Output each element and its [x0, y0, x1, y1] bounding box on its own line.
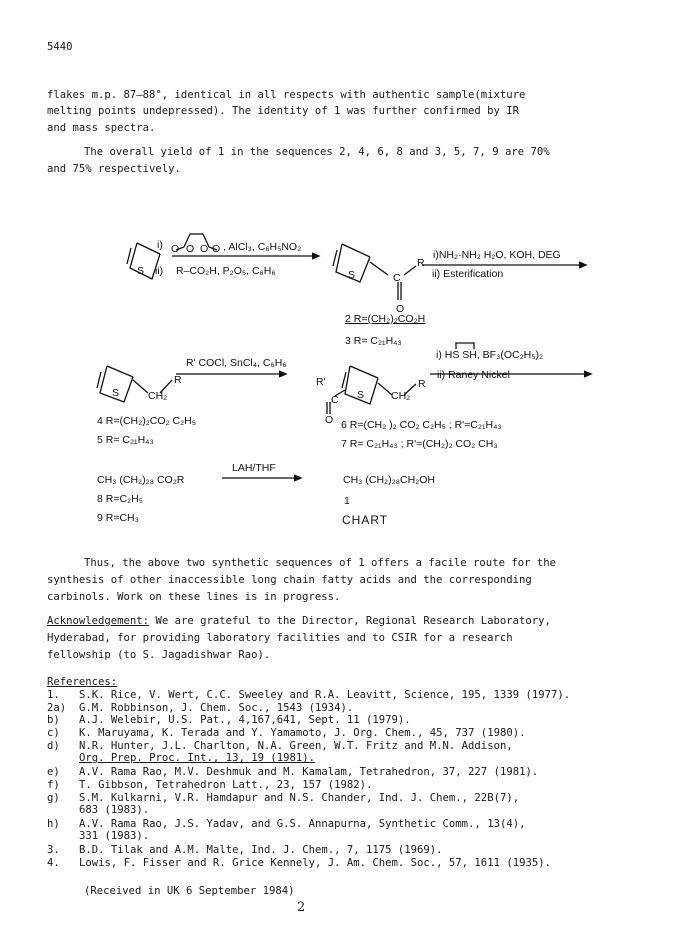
oxygen-label: O: [325, 414, 334, 426]
paragraph-line: flakes m.p. 87–88°, identical in all respects with authentic sample(mixture: [47, 89, 526, 101]
compound-2: 2 R=(CH₂)₂CO₂H: [345, 313, 426, 325]
compound-9-label: 9 R=CH₃: [97, 512, 139, 524]
carbon-label: C: [393, 272, 401, 284]
reagent-step1-i: , AlCl₃, C₆H₅NO₂: [221, 241, 302, 253]
thiophene-ring-ketone: [333, 244, 416, 300]
compound-8-label: 8 R=C₂H₅: [97, 493, 143, 505]
acknowledgement-text: We are grateful to the Director, Regional Research Laboratory,: [149, 615, 551, 627]
reagent-step4-ii: ii) Raney Nickel: [437, 369, 510, 381]
anhydride-oxygen: O: [212, 243, 221, 255]
reference-number: 3.: [47, 844, 60, 856]
paragraph-line: and mass spectra.: [47, 122, 156, 134]
reagent-step1-ii: R–CO₂H, P₂O₅, C₆H₆: [176, 265, 276, 277]
compound-5-label: 5 R= C₂₁H₄₃: [97, 434, 154, 446]
reagent-step2-ii: ii) Esterification: [432, 268, 504, 280]
compound-2-label: [345, 313, 425, 325]
alcohol-formula: CH₃ (CH₂)₂₈CH₂OH: [343, 474, 436, 486]
reference-text: A.V. Rama Rao, J.S. Yadav, and G.S. Annapurna, Synthetic Comm., 13(4),: [79, 818, 526, 830]
reagent-step3: R' COCl, SnCl₄, C₆H₆: [186, 357, 287, 369]
compound-4-label: 4 R=(CH₂)₂CO₂ C₂H₅: [97, 415, 196, 427]
sulfur-label: S: [348, 269, 356, 281]
reference-item: [47, 829, 667, 844]
reference-text: N.R. Hunter, J.L. Charlton, N.A. Green, W.T. Fritz and M.N. Addison,: [79, 740, 513, 752]
sulfur-label: S: [357, 389, 365, 401]
arrow-head-1: [312, 253, 319, 259]
page-number: 5440: [47, 41, 73, 53]
anhydride-oxygen: O: [171, 243, 180, 255]
paragraph-line: synthesis of other inaccessible long chain fatty acids and the corresponding: [47, 574, 532, 586]
reference-item: [47, 803, 667, 818]
acknowledgement-line: [47, 614, 551, 629]
references-heading: References:: [47, 676, 118, 688]
r-group-label: R: [418, 378, 426, 390]
reference-text: T. Gibbson, Tetrahedron Latt., 23, 157 (1982).: [79, 779, 373, 791]
sulfur-label: S: [112, 387, 120, 399]
ch2-label: CH₂: [391, 390, 411, 402]
paragraph-line: and 75% respectively.: [47, 163, 181, 175]
reference-number: e): [47, 766, 60, 778]
arrow-head-4: [584, 371, 591, 377]
footer-page-number: 2: [297, 900, 306, 915]
reagent-step1-ii-marker: ii): [155, 265, 164, 277]
reference-number: 4.: [47, 857, 60, 869]
carbon-label: C: [331, 394, 339, 406]
acknowledgement-heading: Acknowledgement:: [47, 615, 150, 627]
acknowledgement-line: fellowship (to S. Jagadishwar Rao).: [47, 649, 271, 661]
reference-number: b): [47, 714, 60, 726]
reference-text: A.J. Welebir, U.S. Pat., 4,167,641, Sept. 11 (1979).: [79, 714, 411, 726]
paragraph-line: melting points undepressed). The identity of 1 was further confirmed by IR: [47, 105, 519, 117]
reagent-step4-i: i) HS SH, BF₃(OC₂H₅)₂: [436, 349, 544, 361]
reference-number: 1.: [47, 689, 60, 701]
compound-3-label: 3 R= C₂₁H₄₃: [345, 335, 402, 347]
arrow-head-5: [294, 475, 301, 481]
reference-number: c): [47, 727, 60, 739]
reference-text: S.K. Rice, V. Wert, C.C. Sweeley and R.A. Leavitt, Science, 195, 1339 (1977).: [79, 689, 571, 701]
received-note: (Received in UK 6 September 1984): [84, 885, 295, 897]
paragraph-line: carbinols. Work on these lines is in progress.: [47, 591, 341, 603]
reference-text: Lowis, F. Fisser and R. Grice Kennely, J. Am. Chem. Soc., 57, 1611 (1935).: [79, 857, 551, 869]
reference-number: 2a): [47, 702, 67, 714]
reference-text: B.D. Tilak and A.M. Malte, Ind. J. Chem., 7, 1175 (1969).: [79, 844, 443, 856]
anhydride-oxygen: O: [200, 243, 209, 255]
reference-text: A.V. Rama Rao, M.V. Deshmuk and M. Kamalam, Tetrahedron, 37, 227 (1981).: [79, 766, 539, 778]
compound-7-label: 7 R= C₂₁H₄₃ ; R'=(CH₂)₂ CO₂ CH₃: [341, 438, 498, 450]
anhydride-oxygen: O: [186, 243, 195, 255]
reference-item: [47, 856, 667, 871]
r-group-label: R: [174, 374, 182, 386]
oxygen-label: O: [396, 303, 405, 315]
compound-6-label: 6 R=(CH₂ )₂ CO₂ C₂H₅ ; R'=C₂₁H₄₃: [341, 419, 502, 431]
reagent-step2-i: i)NH₂·NH₂ H₂O, KOH, DEG: [433, 249, 561, 261]
r-group-label: R: [417, 257, 425, 269]
chart-label: CHART: [342, 513, 389, 527]
reagent-step5: LAH/THF: [232, 462, 276, 474]
reference-text: G.M. Robbinson, J. Chem. Soc., 1543 (1934).: [79, 702, 354, 714]
reagent-step1-i-marker: i): [157, 239, 163, 251]
arrow-head-3: [279, 371, 286, 377]
reference-text: 331 (1983).: [79, 830, 150, 842]
reference-text: 683 (1983).: [79, 804, 150, 816]
paragraph-line: Thus, the above two synthetic sequences of 1 offers a facile route for the: [84, 557, 556, 569]
arrow-head-2: [579, 262, 586, 268]
reference-text: S.M. Kulkarni, V.R. Hamdapur and N.S. Chander, Ind. J. Chem., 22B(7),: [79, 792, 520, 804]
sulfur-label: S: [137, 265, 145, 277]
reference-number: d): [47, 740, 60, 752]
reference-item: [47, 751, 667, 766]
ester-formula: CH₃ (CH₂)₂₈ CO₂R: [97, 474, 185, 486]
paragraph-line: The overall yield of 1 in the sequences 2, 4, 6, 8 and 3, 5, 7, 9 are 70%: [84, 146, 550, 158]
compound-1-label: 1: [344, 495, 350, 507]
reference-text: Org. Prep. Proc. Int., 13, 19 (1981).: [79, 752, 315, 764]
reference-number: g): [47, 792, 60, 804]
anhydride-ring: [176, 234, 217, 250]
reference-number: h): [47, 818, 60, 830]
r-prime-label: R': [316, 376, 326, 388]
reference-text: K. Maruyama, K. Terada and Y. Yamamoto, J. Org. Chem., 45, 737 (1980).: [79, 727, 526, 739]
acknowledgement-line: Hyderabad, for providing laboratory facilities and to CSIR for a research: [47, 632, 513, 644]
reference-number: f): [47, 779, 60, 791]
ch2-label: CH₂: [148, 390, 168, 402]
